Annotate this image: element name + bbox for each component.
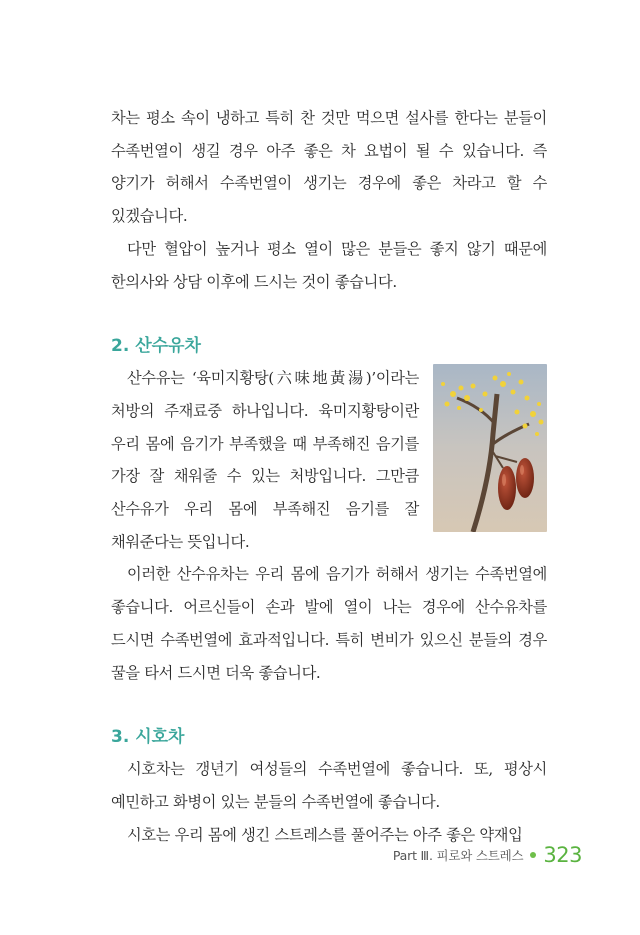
section-heading-3: 3. 시호차 bbox=[111, 727, 185, 748]
part-label: Part Ⅲ. 피로와 스트레스 bbox=[392, 848, 524, 863]
paragraph bbox=[111, 362, 547, 558]
page-footer bbox=[393, 843, 582, 867]
section-heading-2: 2. 산수유차 bbox=[111, 336, 201, 357]
cornus-fruit-photo bbox=[433, 364, 547, 532]
page-number: 323 bbox=[543, 843, 582, 867]
bullet-dot-icon bbox=[530, 852, 536, 858]
paragraph-text: 산수유는 ‘육미지황탕(六味地黃湯)’이라는 처방의 주재료중 하나입니다. 육미지황탕이란 우리 몸에 음기가 부족했을 때 부족해진 음기를 가장 잘 채워줄 수 있는 처방입니다. 그만큼 산수유가 우리 몸에 부족해진 음기를 잘 채워준다는 뜻입니다. bbox=[111, 369, 419, 551]
paragraph: 다만 혈압이 높거나 평소 열이 많은 분들은 좋지 않기 때문에 한의사와 상담 이후에 드시는 것이 좋습니다. bbox=[111, 239, 547, 291]
spacer bbox=[111, 298, 547, 330]
cornus-fruit-image bbox=[433, 364, 547, 532]
spacer bbox=[111, 689, 547, 721]
paragraph: 차는 평소 속이 냉하고 특히 찬 것만 먹으면 설사를 한다는 분들이 수족번열이 생길 경우 아주 좋은 차 요법이 될 수 있습니다. 즉 양기가 허해서 수족번열이 생기는 경우에 좋은 차라고 할 수 있겠습니다. bbox=[111, 109, 547, 226]
paragraph: 시호는 우리 몸에 생긴 스트레스를 풀어주는 아주 좋은 약재입 bbox=[127, 825, 523, 844]
paragraph: 시호차는 갱년기 여성들의 수족번열에 좋습니다. 또, 평상시 예민하고 화병이 있는 분들의 수족번열에 좋습니다. bbox=[111, 760, 547, 811]
paragraph: 이러한 산수유차는 우리 몸에 음기가 허해서 생기는 수족번열에 좋습니다. 어르신들이 손과 발에 열이 나는 경우에 산수유차를 드시면 수족번열에 효과적입니다. 특히 변비가 있으신 분들의 경우 꿀을 타서 드시면 더욱 좋습니다. bbox=[111, 565, 547, 682]
page-body bbox=[111, 102, 547, 851]
